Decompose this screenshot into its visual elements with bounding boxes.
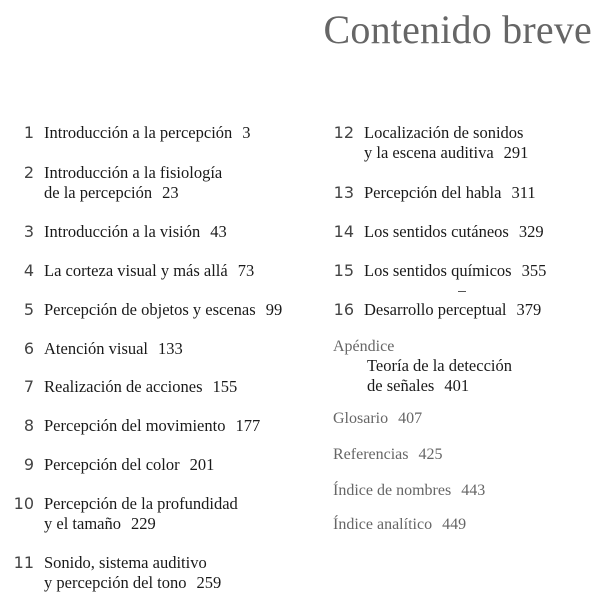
chapter-number: 6 <box>23 339 34 358</box>
chapter-title: Introducción a la visión 43 <box>44 222 227 241</box>
appendix-page: 401 <box>444 376 470 395</box>
page-title: Contenido breve <box>323 7 592 52</box>
chapter-number: 3 <box>23 222 34 241</box>
chapter-number: 1 <box>23 123 34 142</box>
back-matter-referencias: Referencias 425 <box>333 446 443 463</box>
back-matter-page: 449 <box>442 516 467 533</box>
chapter-page: 355 <box>521 261 547 280</box>
chapter-page: 229 <box>130 514 156 533</box>
chapter-title: Percepción del habla 311 <box>364 183 536 202</box>
back-matter-page: 443 <box>461 482 486 499</box>
chapter-number: 10 <box>13 494 34 513</box>
chapter-title: Atención visual 133 <box>44 339 183 358</box>
chapter-title: Desarrollo perceptual 379 <box>364 300 542 319</box>
back-matter-page: 425 <box>418 446 443 463</box>
chapter-number: 7 <box>23 377 34 396</box>
chapter-page: 99 <box>265 300 283 319</box>
chapter-page: 201 <box>189 455 215 474</box>
chapter-number: 4 <box>23 261 34 280</box>
chapter-page: 329 <box>518 222 544 241</box>
chapter-number: 12 <box>333 123 354 142</box>
chapter-title: Los sentidos químicos 355 <box>364 261 547 280</box>
back-matter-indice-nombres: Índice de nombres 443 <box>333 482 486 499</box>
chapter-number: 9 <box>23 455 34 474</box>
chapter-page: 133 <box>158 339 183 358</box>
back-matter-page: 407 <box>398 410 423 427</box>
chapter-page: 291 <box>503 143 529 162</box>
chapter-title: Percepción del color 201 <box>44 455 215 474</box>
chapter-title: Sonido, sistema auditivo y percepción del tono 259 <box>44 553 222 592</box>
chapter-page: 259 <box>196 573 222 592</box>
chapter-title: Introducción a la percepción 3 <box>44 123 251 142</box>
appendix-title: Teoría de la detección de señales 401 <box>367 356 512 395</box>
chapter-number: 16 <box>333 300 354 319</box>
chapter-title: Percepción del movimiento 177 <box>44 416 261 435</box>
chapter-page: 43 <box>210 222 227 241</box>
chapter-page: 155 <box>212 377 238 396</box>
chapter-title: Percepción de la profundidad y el tamaño 229 <box>44 494 238 533</box>
print-mark <box>458 291 466 292</box>
chapter-page: 73 <box>237 261 255 280</box>
chapter-number: 13 <box>333 183 354 202</box>
chapter-title: Percepción de objetos y escenas 99 <box>44 300 283 319</box>
chapter-title: Introducción a la fisiología de la percepción 23 <box>44 163 223 202</box>
chapter-number: 8 <box>23 416 34 435</box>
chapter-page: 3 <box>242 123 251 142</box>
appendix-label: Apéndice <box>333 338 395 355</box>
chapter-title: Los sentidos cutáneos 329 <box>364 222 544 241</box>
back-matter-glosario: Glosario 407 <box>333 410 423 427</box>
chapter-page: 379 <box>516 300 542 319</box>
back-matter-indice-analitico: Índice analítico 449 <box>333 516 467 533</box>
chapter-page: 311 <box>511 183 536 202</box>
chapter-title: La corteza visual y más allá 73 <box>44 261 255 280</box>
chapter-title: Localización de sonidos y la escena auditiva 291 <box>364 123 529 162</box>
chapter-page: 177 <box>235 416 261 435</box>
chapter-number: 2 <box>23 163 34 182</box>
chapter-number: 15 <box>333 261 354 280</box>
chapter-number: 14 <box>333 222 354 241</box>
chapter-number: 5 <box>23 300 34 319</box>
chapter-title: Realización de acciones 155 <box>44 377 238 396</box>
chapter-number: 11 <box>13 553 34 572</box>
chapter-page: 23 <box>162 183 179 202</box>
